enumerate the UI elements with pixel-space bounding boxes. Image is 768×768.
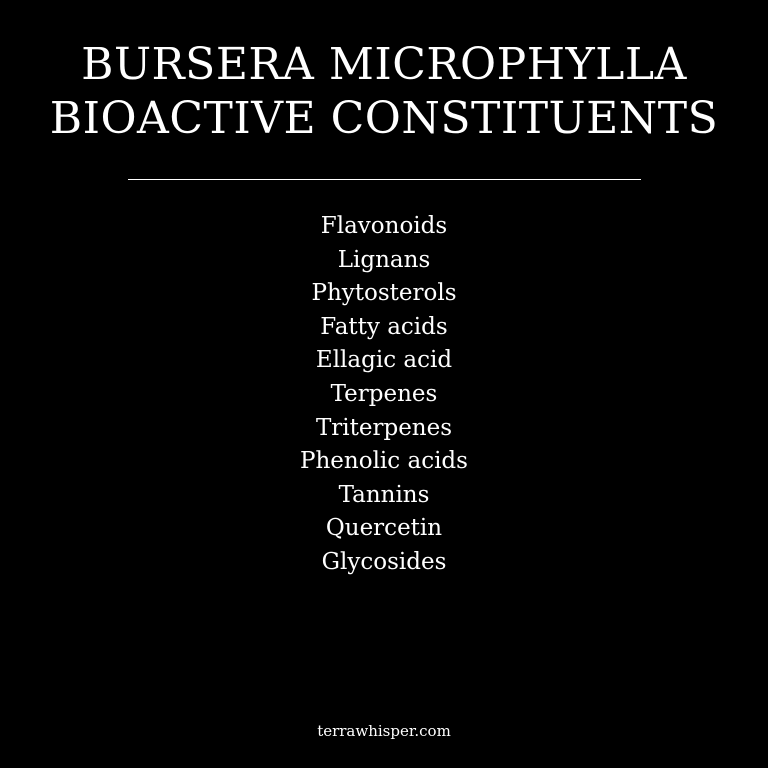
list-item: Glycosides (321, 548, 447, 575)
list-item: Flavonoids (320, 213, 448, 239)
footer-site: terrawhisper.com (317, 722, 451, 740)
list-item: Phenolic acids (300, 448, 468, 475)
list-item: Fatty acids (320, 313, 448, 340)
title-line-1: BURSERA MICROPHYLLA (81, 39, 687, 90)
title-line-2: BIOACTIVE CONSTITUENTS (49, 93, 719, 144)
list-item: Quercetin (325, 515, 443, 542)
list-item: Terpenes (330, 380, 438, 407)
list-item: Ellagic acid (315, 347, 453, 374)
page-title (0, 38, 768, 146)
list-item: Triterpenes (315, 414, 453, 441)
title-divider (128, 179, 641, 180)
constituents-list (0, 210, 768, 580)
list-item: Lignans (337, 246, 431, 273)
list-item: Phytosterols (311, 280, 457, 307)
list-item: Tannins (338, 481, 430, 508)
